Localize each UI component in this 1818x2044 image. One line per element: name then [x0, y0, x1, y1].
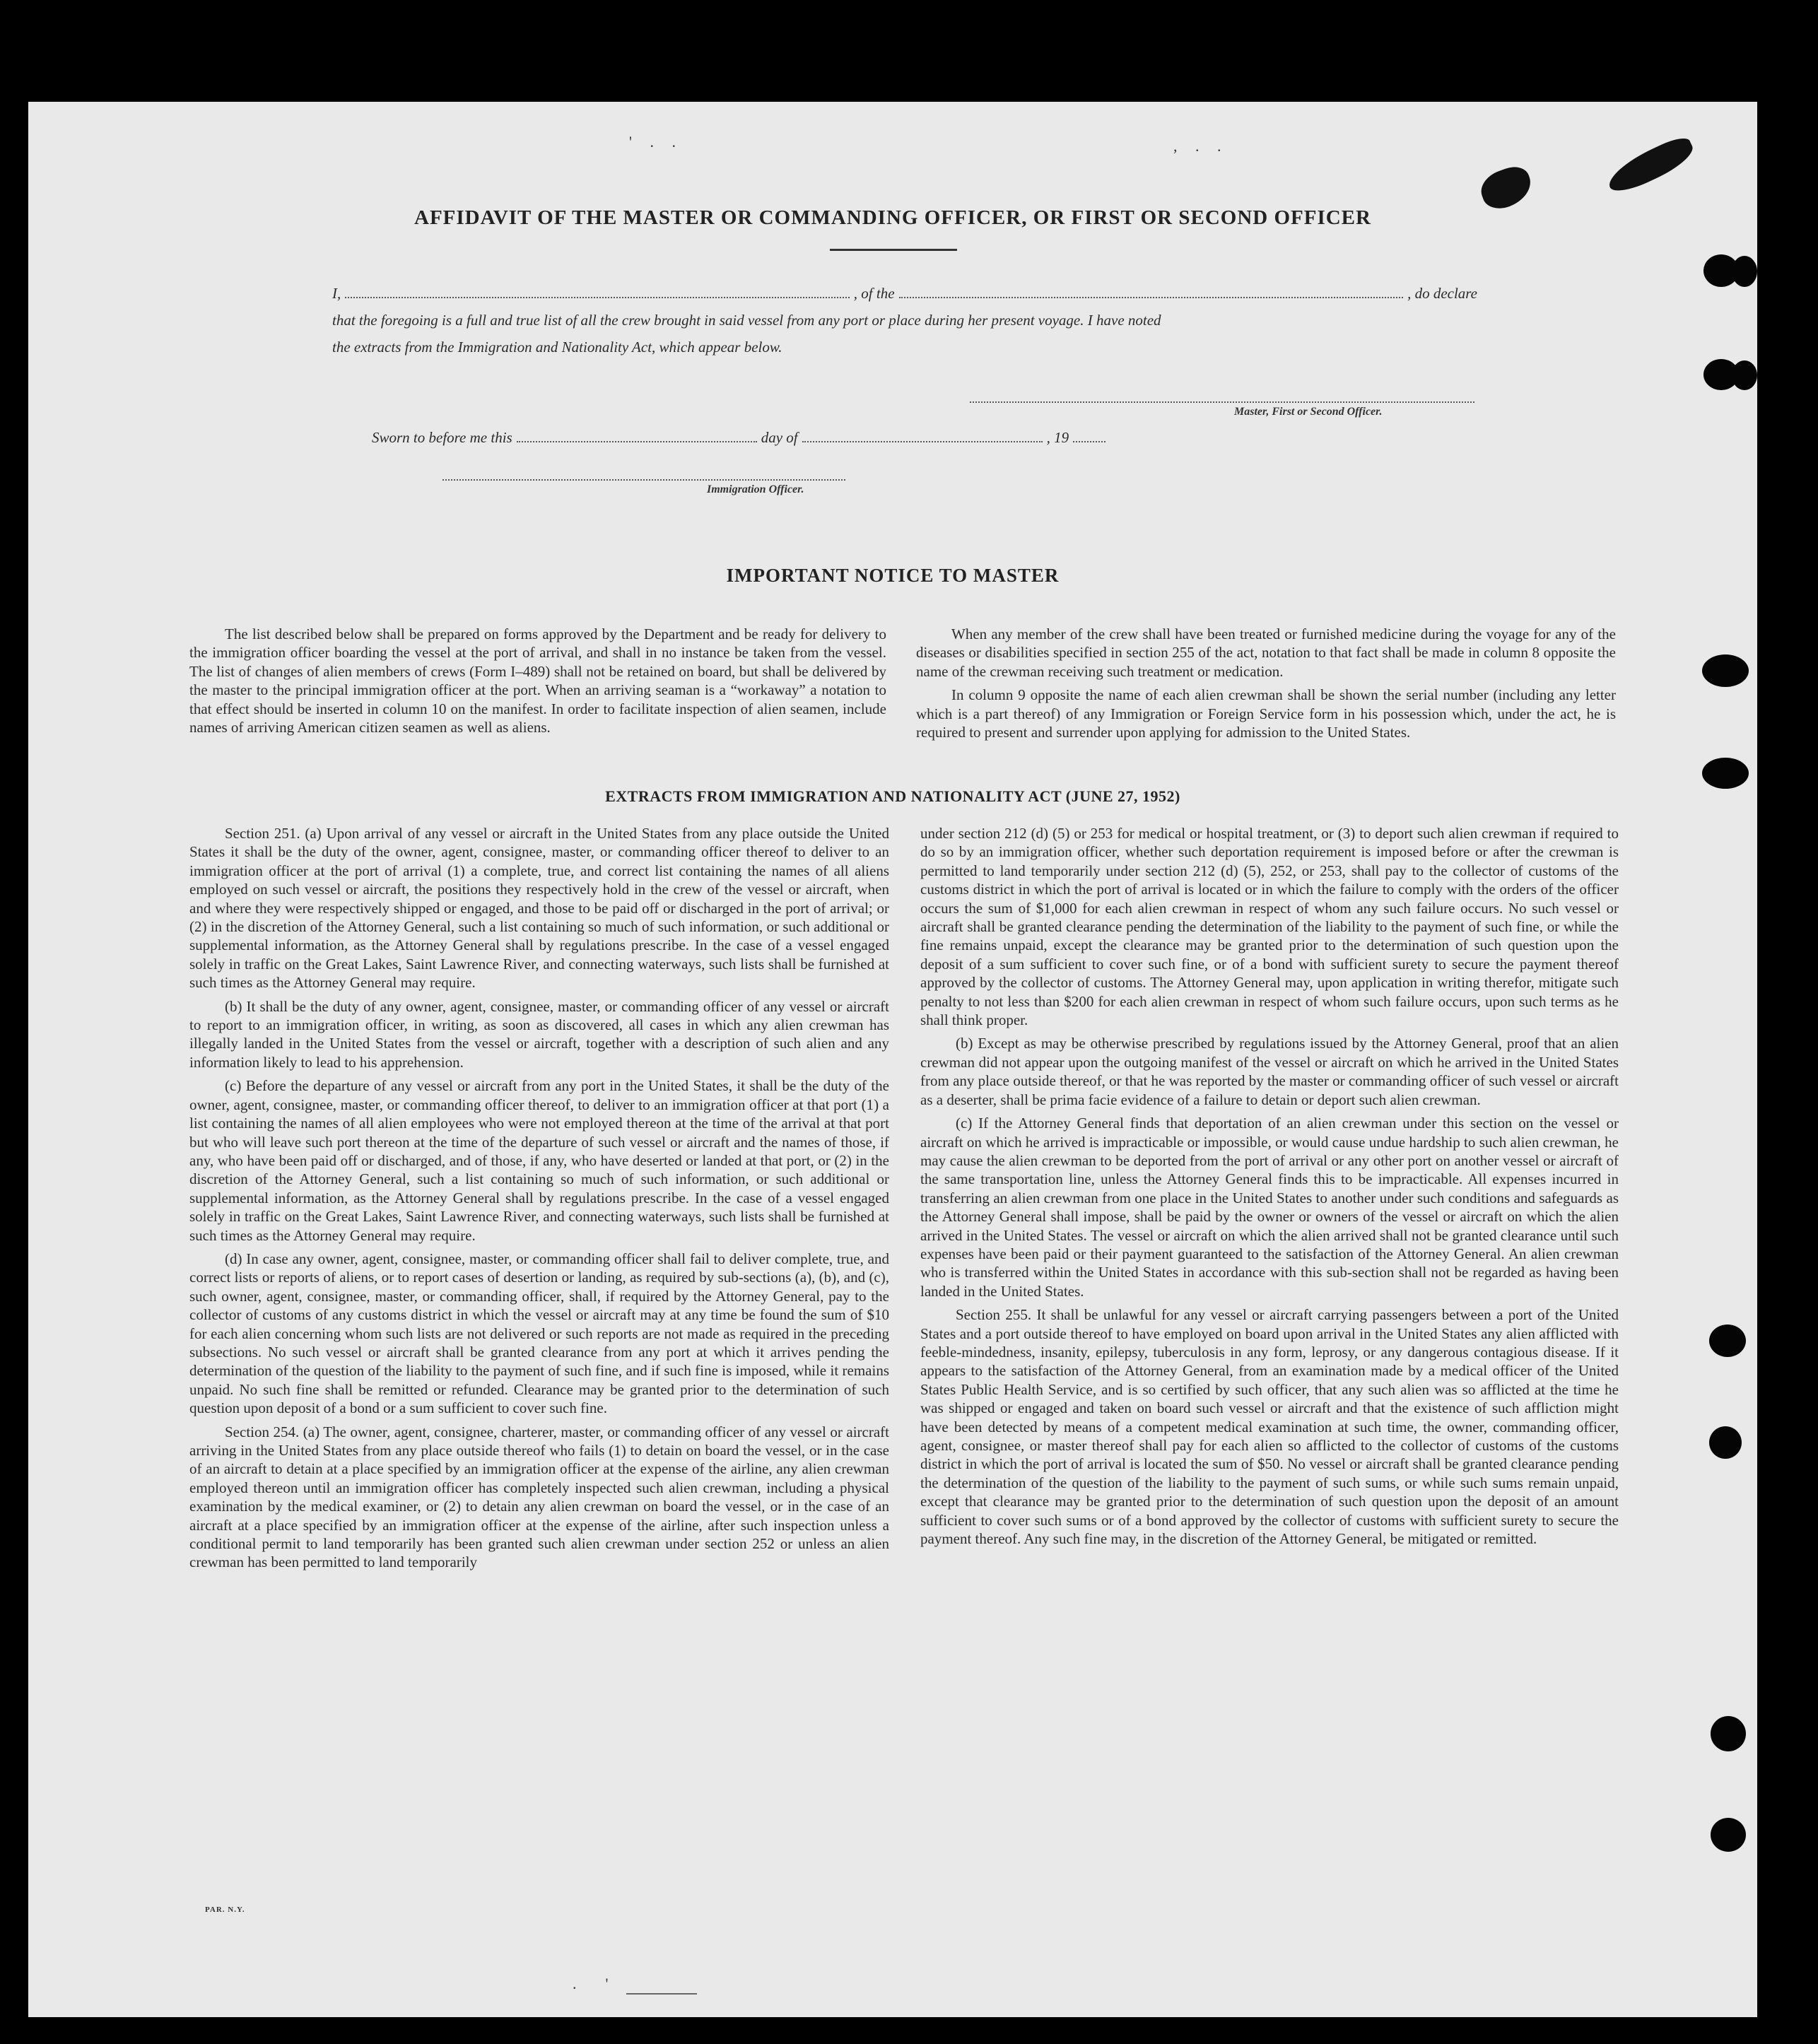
declaration-line-2: [332, 307, 1477, 334]
officer-signature-caption: Immigration Officer.: [707, 483, 804, 495]
punch-hole: [1702, 758, 1749, 789]
notice-paragraph: In column 9 opposite the name of each alien crewman shall be shown the serial number (including any letter which is a part thereof) of any Immigration or Foreign Service form in his possession which, under the act, he is required to present and surrender upon applying for admission to the United States.: [916, 686, 1616, 741]
title-rule: [830, 249, 957, 251]
act-section-paragraph: (b) Except as may be otherwise prescribed by regulations issued by the Attorney General, proof that an alien crewman did not appear upon the outgoing manifest of the vessel or aircraft on which he arrived in the United States from any place outside thereof, or that he was reported by the master or commanding officer of such vessel or aircraft as a deserter, shall be prima facie evidence of a failure to detain or deport such alien crewman.: [920, 1035, 1619, 1108]
punch-hole: [1732, 256, 1757, 287]
act-section-paragraph: Section 254. (a) The owner, agent, consignee, charterer, master, or commanding officer of any vessel or aircraft arriving in the United States from any place outside thereof who fails (1) to detain on board the vessel, or in the case of an aircraft to detain at a place specified by an immigration officer at the expense of the airline, any alien crewman employed thereon until an immigration officer has completely inspected such alien crewman, including a physical examination by the medical examiner, or (2) to detain any alien crewman on board the vessel, or in the case of an aircraft at a place specified by an immigration officer at the expense of the airline, after such inspection unless a conditional permit to land temporarily has been granted such alien crewman under section 252 or unless an alien crewman has been permitted to land temporarily: [189, 1423, 889, 1571]
master-signature-line[interactable]: [970, 401, 1474, 403]
affidavit-title: AFFIDAVIT OF THE MASTER OR COMMANDING OFFICER, OR FIRST OR SECOND OFFICER: [414, 206, 1371, 229]
day-of-label: day of: [761, 429, 798, 446]
notice-right-column: [916, 625, 1616, 746]
act-section-paragraph: (b) It shall be the duty of any owner, agent, consignee, master, or commanding officer of any vessel or aircraft to report to an immigration officer, in writing, as soon as discovered, all cases in which any alien crewman has illegally landed in the United States from the vessel or aircraft, together with a description of such alien and any information likely to lead to his apprehension.: [189, 997, 889, 1071]
scan-specks: . ': [573, 1975, 616, 1992]
act-section-paragraph: (d) In case any owner, agent, consignee, master, or commanding officer shall fail to deliver complete, true, and correct lists or reports of aliens, or to report cases of desertion or landing, as required by sub-sections (a), (b), and (c), such owner, agent, consignee, master, or commanding officer, shall, if required by the Attorney General, pay to the collector of customs of any customs district in which the vessel or aircraft may at any time be found the sum of $10 for each alien concerning whom such lists are not delivered or such reports are not made as required in the preceding subsections. No such vessel or aircraft shall be granted clearance from any port at which it arrives pending the determination of the question of the liability to the payment of such fine, and if such fine is imposed, while it remains unpaid. No such fine shall be remitted or refunded. Clearance may be granted prior to the determination of such question upon deposit of a bond or a sum sufficient to cover such fine.: [189, 1250, 889, 1417]
extracts-right-column: [920, 824, 1619, 1553]
punch-hole: [1711, 1818, 1746, 1852]
of-the-label: , of the: [853, 285, 895, 302]
act-section-paragraph: Section 251. (a) Upon arrival of any vessel or aircraft in the United States from any place outside the United States it shall be the duty of the owner, agent, consignee, master, or commanding officer thereof to deliver to an immigration officer at the port of arrival (1) a complete, true, and correct list containing the names of all aliens employed on such vessel or aircraft, the positions they respectively hold in the crew of the vessel or aircraft, when and where they were respectively shipped or engaged, and those to be paid off or discharged in the port of arrival; or (2) in the discretion of the Attorney General, such a list containing so much of such information, or such additional or supplemental information, as the Attorney General shall by regulations prescribe. In the case of a vessel engaged solely in traffic on the Great Lakes, Saint Lawrence River, and connecting waterways, such lists shall be furnished at such times as the Attorney General may require.: [189, 825, 889, 992]
sworn-block: [372, 424, 1206, 451]
sworn-line: [372, 424, 1206, 451]
declaration-text: the extracts from the Immigration and Nationality Act, which appear below.: [332, 339, 782, 356]
notice-paragraph: When any member of the crew shall have been treated or furnished medicine during the voyage for any of the diseases or disabilities specified in section 255 of the act, notation to that fact shall be made in column 8 opposite the name of the crewman receiving such treatment or medication.: [916, 625, 1616, 680]
notice-heading: IMPORTANT NOTICE TO MASTER: [726, 565, 1060, 586]
scan-specks: ' . .: [629, 133, 683, 151]
ink-blot: [1603, 133, 1699, 197]
act-section-paragraph: Section 255. It shall be unlawful for any vessel or aircraft carrying passengers between a port of the United States and a port outside thereof to have employed on board upon arrival in the United States any alien afflicted with feeble-mindedness, insanity, epilepsy, tuberculosis in any form, leprosy, or any dangerous contagious disease. If it appears to the satisfaction of the Attorney General, from an examination made by a medical officer of the United States Public Health Service, and is so certified by such officer, that any such alien was so afflicted at the time he was shipped or engaged and taken on board such vessel or aircraft and that the existence of such affliction might have been detected by means of a competent medical examination at such time, the owner, commanding officer, agent, consignee, or master thereof shall pay for each alien so afflicted to the collector of customs of the customs district in which the port of arrival is located the sum of $50. No vessel or aircraft shall be granted clearance pending the determination of the question of the liability to the payment of such sums, or while such sums remain unpaid, except that clearance may be granted prior to the determination of such question upon the deposit of an amount sufficient to cover such sums or of a bond approved by the collector of customs with sufficient surety to secure the payment thereof. Any such fine may, in the discretion of the Attorney General, be mitigated or remitted.: [920, 1306, 1619, 1548]
extracts-left-column: [189, 824, 889, 1577]
declarant-name-field[interactable]: [345, 287, 850, 298]
sworn-month-field[interactable]: [802, 431, 1043, 442]
punch-hole: [1709, 1325, 1746, 1357]
year-label: , 19: [1046, 429, 1069, 446]
act-section-paragraph: under section 212 (d) (5) or 253 for medical or hospital treatment, or (3) to deport such alien crewman if required to do so by an immigration officer, whether such deportation requirement is imposed before or after the crewman is permitted to land temporarily under section 212 (d) (5), 252, or 253, shall pay to the collector of customs of the customs district in which the port of arrival is located or in which the failure to comply with the orders of the officer occurs the sum of $1,000 for each alien crewman in respect of whom any such failure occurs. No such vessel or aircraft shall be granted clearance pending the determination of the liability to the payment of such fine, or while the fine remains unpaid, except the clearance may be granted prior to the determination of such question upon the deposit of a sum sufficient to cover such fine, or of a bond with sufficient surety to secure the payment thereof approved by the collector of customs. The Attorney General may, upon application in writing therefor, mitigate such penalty to not less than $200 for each alien crewman in respect of whom such failure occurs, upon such terms as he shall think proper.: [920, 825, 1619, 1029]
punch-hole: [1732, 360, 1757, 390]
punch-hole: [1702, 654, 1749, 687]
notice-left-column: [189, 625, 886, 741]
punch-hole: [1709, 1426, 1742, 1459]
scan-specks: , . .: [1173, 137, 1228, 155]
declare-label: , do declare: [1407, 285, 1478, 302]
officer-signature-line[interactable]: [442, 479, 845, 481]
sworn-day-field[interactable]: [517, 431, 757, 442]
declaration-line-1: [332, 280, 1477, 307]
declaration-text: that the foregoing is a full and true list of all the crew brought in said vessel from any port or place during her present voyage. I have noted: [332, 312, 1161, 329]
act-section-paragraph: (c) Before the departure of any vessel or aircraft from any port in the United States, it shall be the duty of the owner, agent, consignee, master, or commanding officer thereof, to deliver to an immigration officer at that port (1) a list containing the names of all alien employees who were not employed thereon at the time of the arrival at that port but who will leave such port thereon at the time of the departure of such vessel or aircraft and the names of those, if any, who have been paid off or discharged, and of those, if any, who have deserted or landed at that port, or (2) in the discretion of the Attorney General, such a list containing so much of such information, or such additional or supplemental information, as the Attorney General shall by regulations prescribe. In the case of a vessel engaged solely in traffic on the Great Lakes, Saint Lawrence River, and connecting waterways, such lists shall be furnished at such times as the Attorney General may require.: [189, 1077, 889, 1244]
document-page: [28, 102, 1757, 2017]
sworn-year-field[interactable]: [1073, 431, 1106, 442]
act-section-paragraph: (c) If the Attorney General finds that deportation of an alien crewman under this section on the vessel or aircraft on which he arrived is impracticable or impossible, or would cause undue hardship to such alien crewman, he may cause the alien crewman to be deported from the port of arrival or any other port on another vessel or aircraft of the same transportation line, unless the Attorney General finds this to be impracticable. All expenses incurred in transferring an alien crewman from one place in the United States to another under such conditions and safeguards as the Attorney General shall impose, shall be paid by the owner or owners of the vessel or aircraft on which the alien arrived in the United States. The vessel or aircraft on which the alien arrived shall not be granted clearance until such expenses have been paid or their payment guaranteed to the satisfaction of the Attorney General. An alien crewman who is transferred within the United States in accordance with this sub-section shall not be regarded as having been landed in the United States.: [920, 1115, 1619, 1300]
vessel-name-field[interactable]: [899, 287, 1404, 298]
punch-hole: [1711, 1716, 1746, 1751]
printer-mark: PAR. N.Y.: [205, 1905, 245, 1914]
declaration-block: [332, 280, 1477, 360]
master-signature-caption: Master, First or Second Officer.: [1234, 406, 1383, 418]
declaration-line-3: [332, 334, 1477, 360]
declarant-label: I,: [332, 285, 341, 302]
scan-mark: [626, 1993, 697, 1995]
sworn-label: Sworn to before me this: [372, 429, 512, 446]
extracts-heading: EXTRACTS FROM IMMIGRATION AND NATIONALITY ACT (JUNE 27, 1952): [605, 787, 1180, 805]
notice-paragraph: The list described below shall be prepared on forms approved by the Department and be ready for delivery to the immigration officer boarding the vessel at the port of arrival, and shall in no instance be taken from the vessel. The list of changes of alien members of crews (Form I–489) shall not be retained on board, but shall be delivered by the master to the principal immigration officer at the port. When an arriving seaman is a “workaway” a notation to that effect should be inserted in column 10 on the manifest. In order to facilitate inspection of alien seamen, include names of arriving American citizen seamen as well as aliens.: [189, 625, 886, 736]
